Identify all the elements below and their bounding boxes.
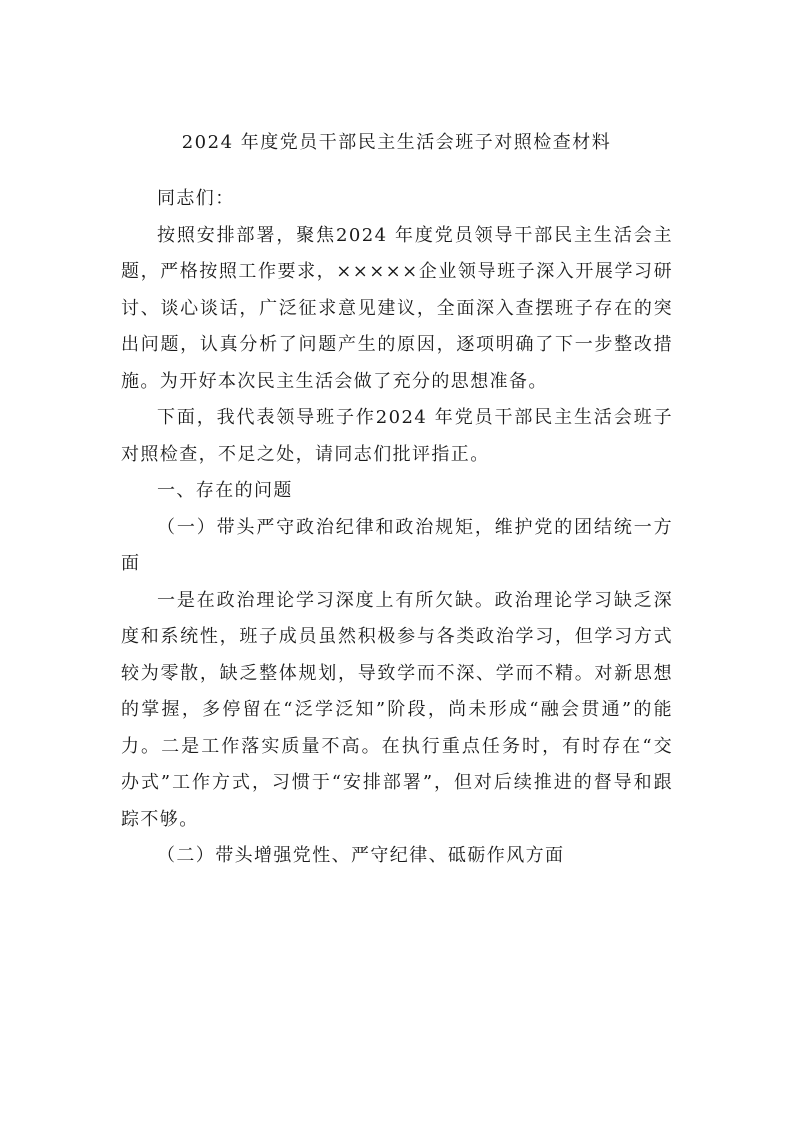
subsection-heading-2: （二）带头增强党性、严守纪律、砥砺作风方面 xyxy=(157,845,565,866)
intro-paragraph: 按照安排部署，聚焦2024 年度党员领导干部民主生活会主题，严格按照工作要求，×××××企业领导班子深入开展学习研讨、谈心谈话，广泛征求意见建议，全面深入查摆班子存在的突出问题，认真分析了问题产生的原因，逐项明确了下一步整改措施。为开好本次民主生活会做了充分的思想准备。 xyxy=(121,224,673,392)
salutation: 同志们： xyxy=(157,188,235,209)
subsection-heading-1: （一）带头严守政治纪律和政治规矩，维护党的团结统一方面 xyxy=(121,516,673,574)
document-title: 2024 年度党员干部民主生活会班子对照检查材料 xyxy=(181,132,612,153)
section-heading-problems: 一、存在的问题 xyxy=(157,480,293,501)
subsection-body-1: 一是在政治理论学习深度上有所欠缺。政治理论学习缺乏深度和系统性，班子成员虽然积极参与各类政治学习，但学习方式较为零散，缺乏整体规划，导致学而不深、学而不精。对新思想的掌握，多停留在“泛学泛知”阶段，尚未形成“融会贯通”的能力。二是工作落实质量不高。在执行重点任务时，有时存在“交办式”工作方式，习惯于“安排部署”，但对后续推进的督导和跟踪不够。 xyxy=(121,589,673,830)
document-body xyxy=(121,181,673,875)
preface-paragraph: 下面，我代表领导班子作2024 年党员干部民主生活会班子对照检查，不足之处，请同志们批评指正。 xyxy=(121,407,673,465)
